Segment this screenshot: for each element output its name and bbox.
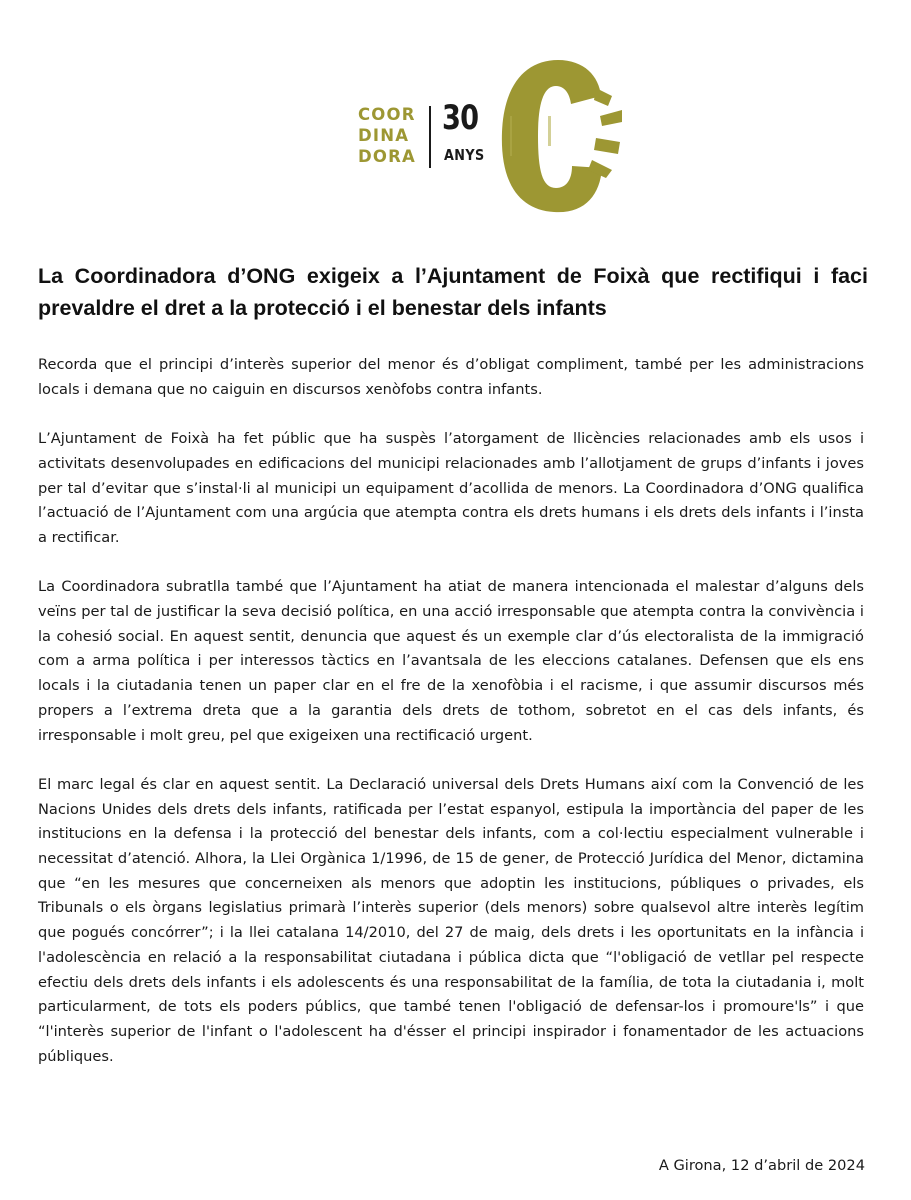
page-title: La Coordinadora d’ONG exigeix a l’Ajuntament de Foixà que rectifiqui i faci prevaldre el dret a la protecció i el benestar dels infants [38, 264, 868, 320]
logo-word: COOR [358, 105, 416, 124]
logo-divider [429, 106, 431, 168]
paragraph: Recorda que el principi d’interès superior del menor és d’obligat compliment, també per les administracions locals i demana que no caiguin en discursos xenòfobs contra infants. [38, 356, 864, 398]
logo-word: DINA [358, 126, 410, 145]
paragraph: L’Ajuntament de Foixà ha fet públic que ha suspès l’atorgament de llicències relacionades amb els usos i activitats desenvolupades en edificacions del municipi relacionades amb l’allotjament de grups d’infants i joves per tal d’evitar que s’instal·li al municipi un equipament d’acollida de menors. La Coordinadora d’ONG qualifica l’actuació de l’Ajuntament com una argúcia que atempta contra els drets humans i els drets dels infants i l’insta a rectificar. [38, 430, 864, 546]
date-signature: A Girona, 12 d’abril de 2024 [658, 1157, 865, 1174]
logo-word: DORA [358, 147, 416, 166]
logo-wordmark [358, 104, 416, 167]
logo-anniversary-number: 30 [442, 98, 479, 138]
press-release-body [38, 353, 864, 1094]
paragraph: El marc legal és clar en aquest sentit. La Declaració universal dels Drets Humans així com la Convenció de les Nacions Unides dels drets dels infants, ratificada per l’estat espanyol, estipula la importància del paper de les institucions en la defensa i la protecció del benestar dels infants, com a col·lectiu especialment vulnerable i necessitat d’atenció. Alhora, la Llei Orgànica 1/1996, de 15 de gener, de Protecció Jurídica del Menor, dictamina que “en les mesures que concerneixen als menors que adoptin les institucions, públiques o privades, els Tribunals o els òrgans legislatius primarà l’interès superior (dels menors) sobre qualsevol altre interès legítim que pogués concórrer”; i la llei catalana 14/2010, del 27 de maig, dels drets i les oportunitats en la infància i l'adolescència en relació a la responsabilitat ciutadana i pública dicta que “l'obligació de vetllar pel respecte efectiu dels drets dels infants i els adolescents és una responsabilitat de la família, de tota la ciutadania i, molt particularment, de tots els poders públics, que també tenen l'obligació de defensar-los i promoure'ls” i que “l'interès superior de l'infant o l'adolescent ha d'ésser el principi inspirador i fonamentador de les actuacions públiques. [38, 775, 864, 1065]
logo-anniversary-label: ANYS [444, 146, 485, 164]
c-sunburst-logo-icon [496, 56, 626, 216]
paragraph: La Coordinadora subratlla també que l’Ajuntament ha atiat de manera intencionada el malestar d’alguns dels veïns per tal de justificar la seva decisió política, en una acció irresponsable que atempta contra la convivència i la cohesió social. En aquest sentit, denuncia que aquest és un exemple clar d’ús electoralista de la immigració com a arma política i per interessos tàctics en l’avantsala de les eleccions catalanes. Defensen que els ens locals i la ciutadania tenen un paper clar en el fre de la xenofòbia i el racisme, i que assumir discursos més propers a l’extrema dreta que a la garantia dels drets de tothom, sobretot en el cas dels infants, és irresponsable i molt greu, pel que exigeixen una rectificació urgent. [38, 578, 864, 744]
logo [356, 56, 626, 216]
